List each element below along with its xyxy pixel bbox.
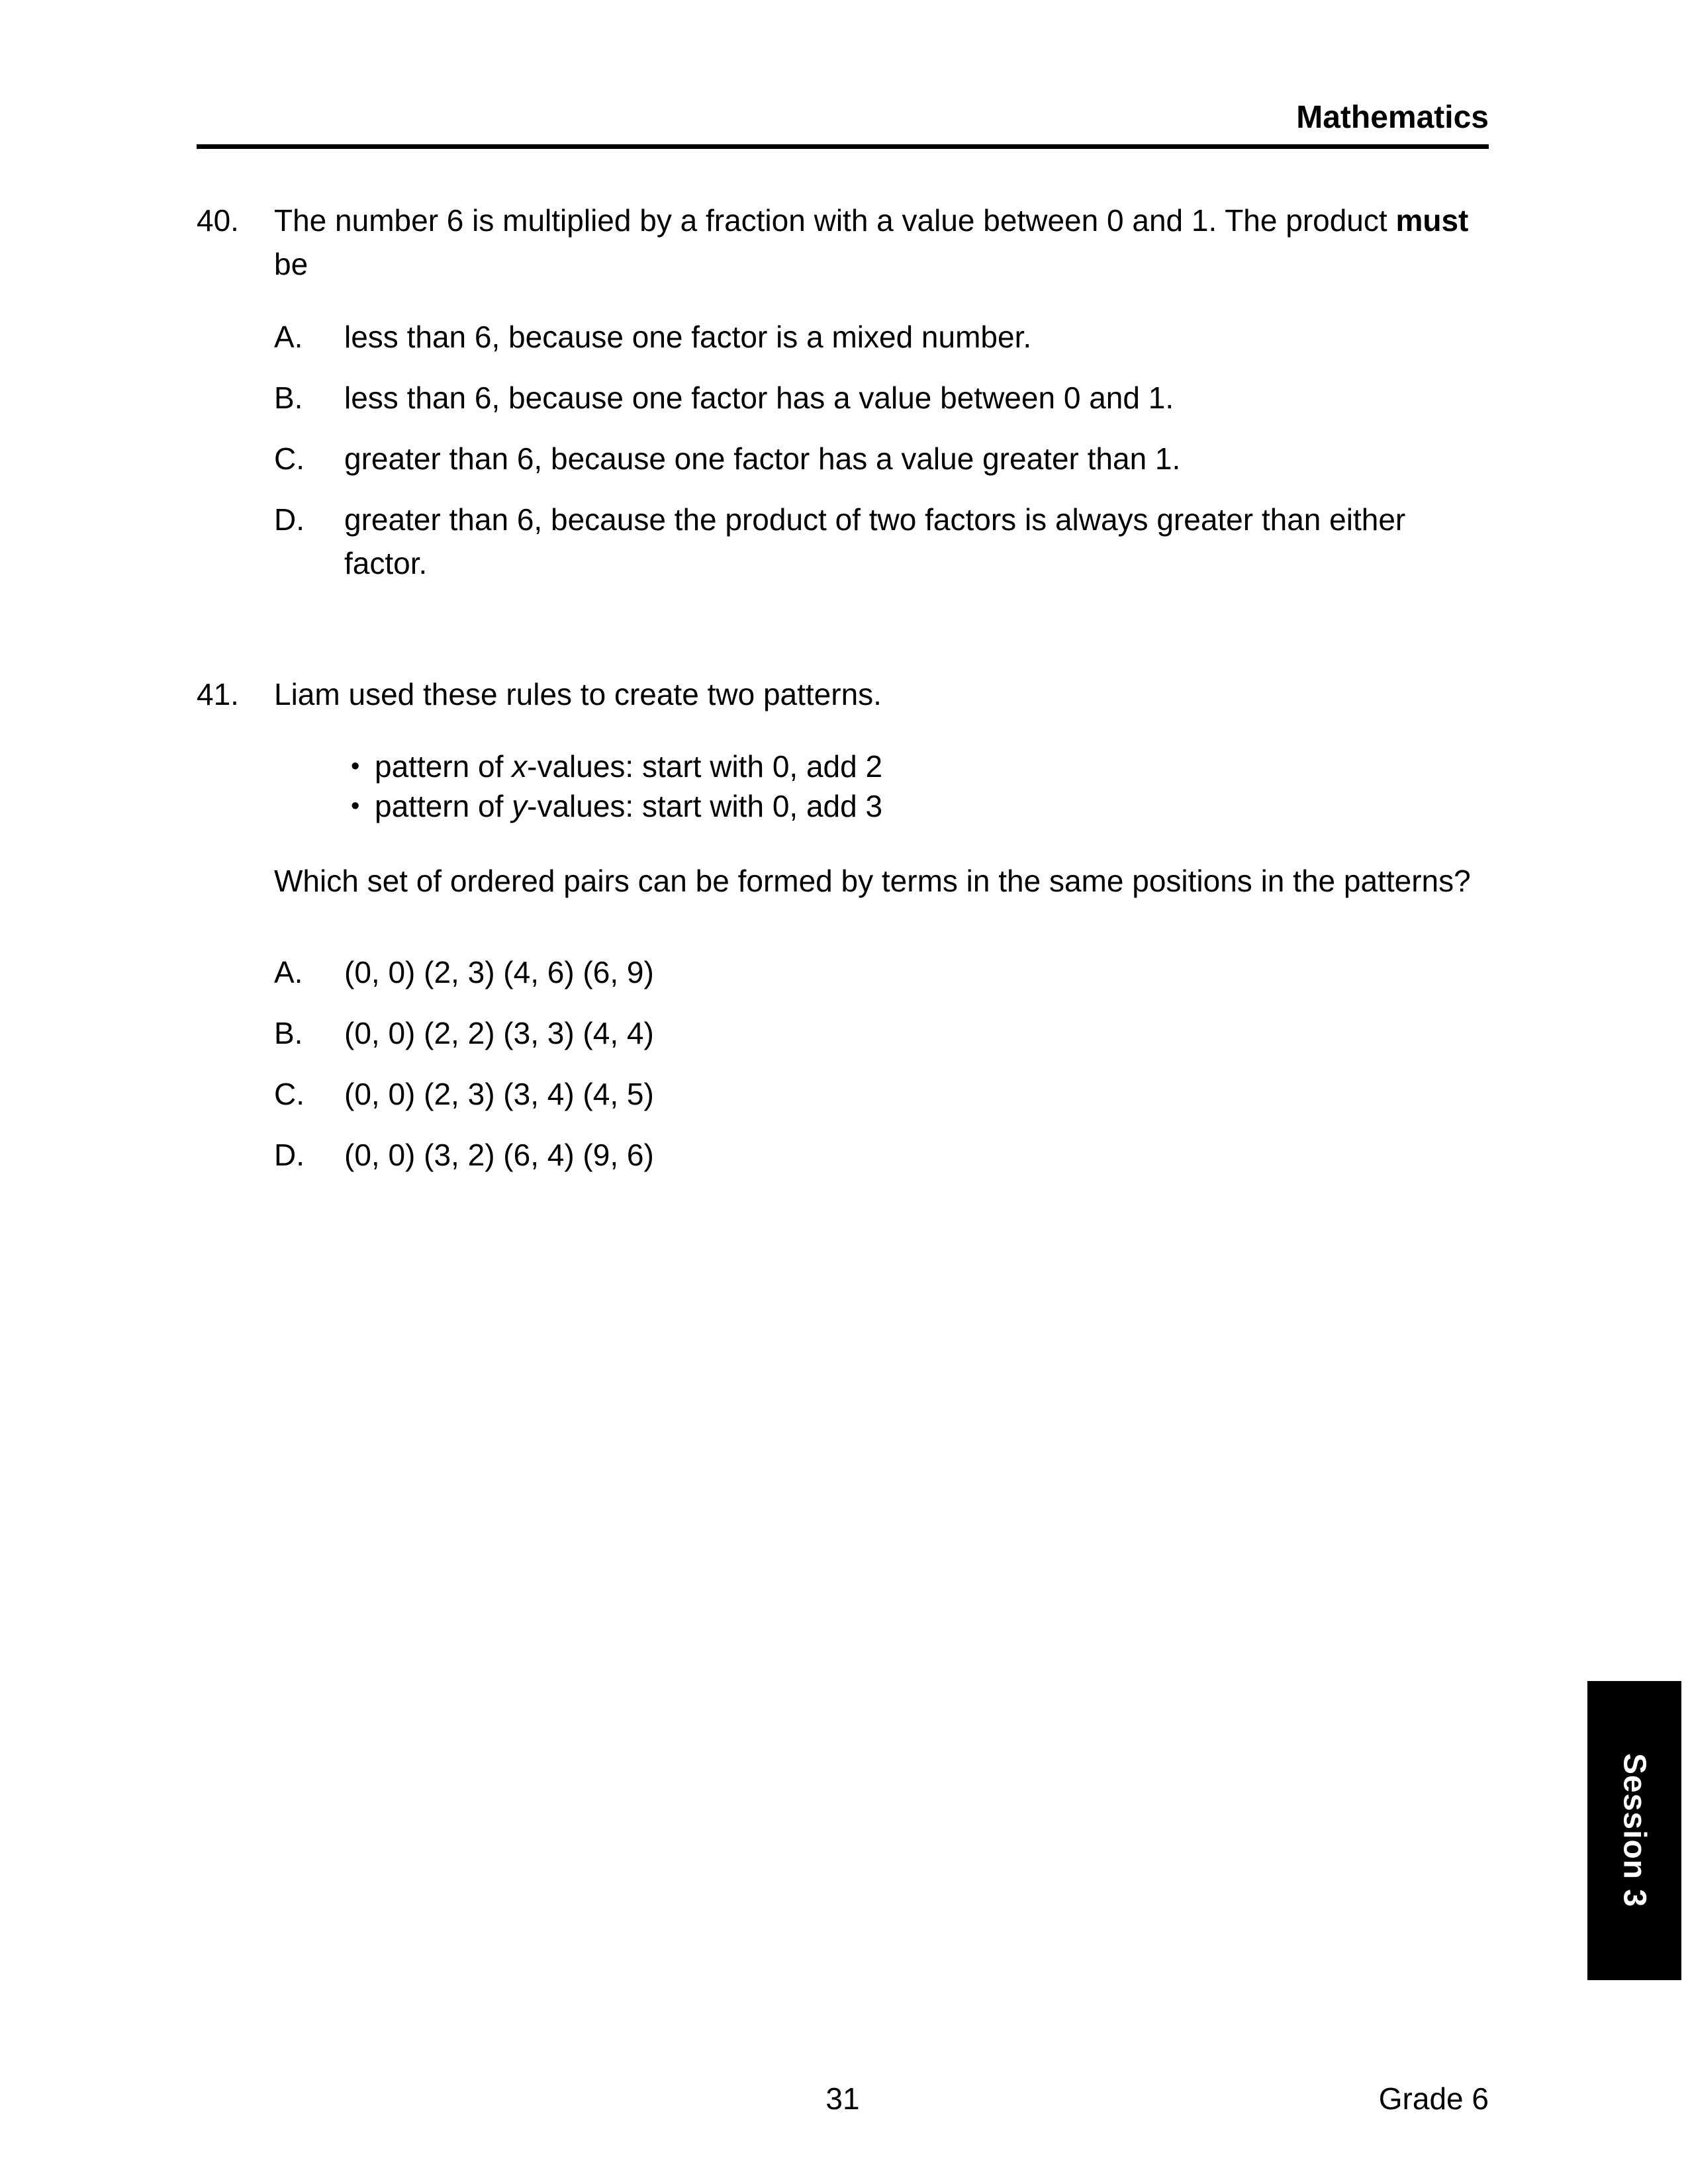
bullet-text-variable: x: [512, 749, 528, 784]
choice-41-a: [274, 950, 1489, 994]
choice-text: less than 6, because one factor has a value between 0 and 1.: [344, 381, 1174, 415]
session-tab-label: Session 3: [1617, 1753, 1652, 1908]
page-number: 31: [825, 2081, 860, 2116]
bullet-icon: •: [351, 792, 360, 820]
choice-text: (0, 0) (2, 2) (3, 3) (4, 4): [344, 1016, 654, 1050]
choice-text: greater than 6, because the product of two factors is always greater than either factor.: [344, 502, 1406, 580]
question-40-body: [274, 199, 1489, 585]
header-divider: [197, 144, 1489, 149]
choice-40-a: [274, 315, 1489, 359]
choice-text: (0, 0) (2, 3) (3, 4) (4, 5): [344, 1077, 654, 1111]
choice-label: C.: [274, 1077, 305, 1111]
session-tab: [1587, 1681, 1681, 1980]
choice-41-b: [274, 1011, 1489, 1055]
bullet-text-variable: y: [512, 789, 528, 823]
page-header-title: Mathematics: [1296, 100, 1489, 135]
choice-label: D.: [274, 502, 305, 537]
bullet-text-pre: pattern of: [375, 749, 512, 784]
choice-text: less than 6, because one factor is a mixed number.: [344, 320, 1032, 354]
bullet-text: [375, 747, 882, 786]
question-40-prompt: [274, 199, 1489, 286]
choice-40-b: [274, 376, 1489, 420]
question-40-number: 40.: [197, 203, 239, 238]
pattern-rule-x: [351, 747, 1489, 786]
bullet-text: [375, 786, 882, 826]
question-40-prompt-text: The number 6 is multiplied by a fraction with a value between 0 and 1. The product: [274, 203, 1396, 238]
bullet-text-post: -values: start with 0, add 3: [527, 789, 883, 823]
choice-text: greater than 6, because one factor has a value greater than 1.: [344, 441, 1181, 476]
choice-label: C.: [274, 441, 305, 476]
pattern-rule-y: [351, 786, 1489, 826]
question-41-number: 41.: [197, 677, 239, 711]
question-area: [197, 199, 1489, 1177]
choice-40-d: [274, 498, 1489, 585]
question-41-follow-up: Which set of ordered pairs can be formed by terms in the same positions in the patterns?: [274, 864, 1471, 898]
choice-label: B.: [274, 381, 303, 415]
choice-41-c: [274, 1072, 1489, 1116]
choice-label: A.: [274, 955, 303, 989]
choice-41-d: [274, 1133, 1489, 1177]
choice-text: (0, 0) (3, 2) (6, 4) (9, 6): [344, 1138, 654, 1172]
choice-40-c: [274, 437, 1489, 480]
question-40: [197, 199, 1489, 585]
question-41-body: [274, 672, 1489, 1177]
question-40-prompt-bold: must: [1395, 203, 1469, 238]
grade-label: Grade 6: [1378, 2081, 1489, 2116]
choice-label: D.: [274, 1138, 305, 1172]
bullet-text-pre: pattern of: [375, 789, 512, 823]
question-40-choices: [274, 315, 1489, 585]
page-header: [197, 99, 1489, 149]
bullet-icon: •: [351, 752, 360, 780]
page-footer: [197, 2077, 1489, 2123]
question-41: [197, 672, 1489, 1177]
choice-text: (0, 0) (2, 3) (4, 6) (6, 9): [344, 955, 654, 989]
question-41-prompt: Liam used these rules to create two patterns.: [274, 677, 882, 711]
bullet-text-post: -values: start with 0, add 2: [527, 749, 883, 784]
choice-label: B.: [274, 1016, 303, 1050]
question-41-choices: [274, 950, 1489, 1177]
question-40-prompt-tail: be: [274, 247, 308, 281]
pattern-rules-list: [351, 747, 1489, 826]
choice-label: A.: [274, 320, 303, 354]
